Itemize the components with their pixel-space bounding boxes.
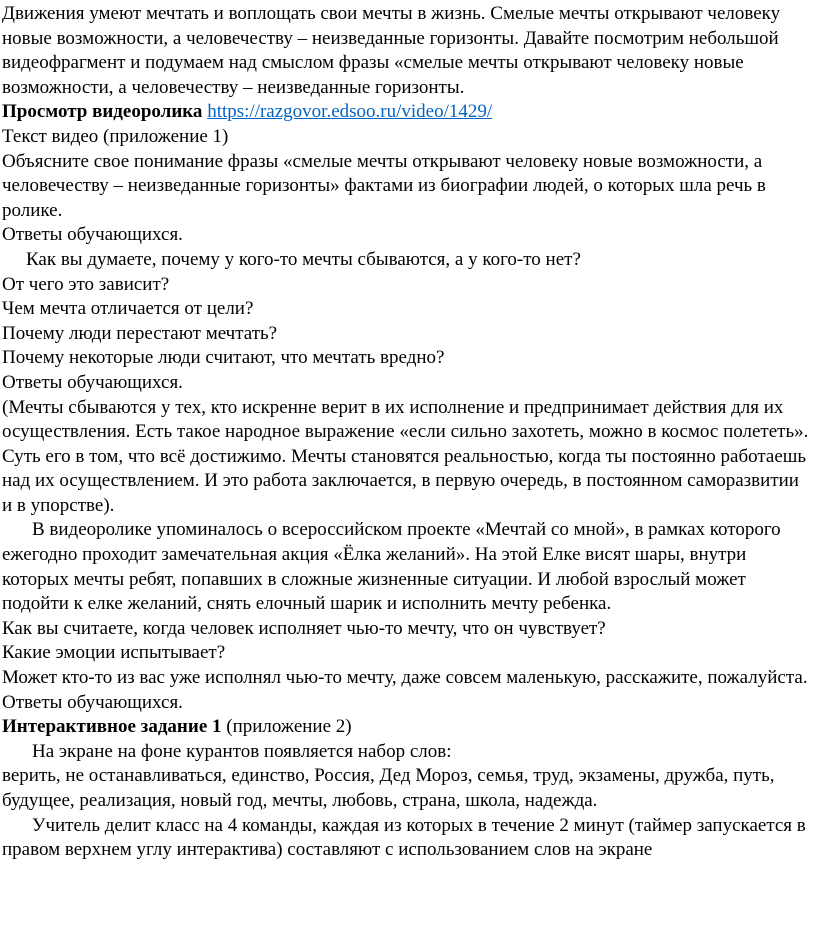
video-link[interactable]: https://razgovor.edsoo.ru/video/1429/ — [207, 101, 493, 123]
paragraph-answers-3: Ответы обучающихся. — [2, 691, 183, 713]
document-body — [2, 2, 810, 863]
interactive-task-label: Интерактивное задание 1 — [2, 716, 222, 738]
paragraph-words-appear: На экране на фоне курантов появляется набор слов: — [32, 740, 452, 762]
paragraph-video-view — [2, 100, 810, 125]
paragraph-project-dream-with-me: В видеоролике упоминалось о всероссийском проекте «Мечтай со мной», в рамках которого ежегодно проходит замечательная акция «Ёлка желаний». На этой Елке висят шары, внутри которых мечты ребят, попавших в сложные жизненные ситуации. И любой взрослый может подойти к елке желаний, снять елочный шарик и исполнить мечту ребенка. — [2, 519, 781, 615]
paragraph-dreams-explanation: (Мечты сбываются у тех, кто искренне верит в их исполнение и предпринимает действия для их осуществления. Есть такое народное выражение «если сильно захотеть, можно в космос полететь». Суть его в том, что всё достижимо. Мечты становятся реальностью, когда ты постоянно работаешь над их осуществлением. И это работа заключается, в первую очередь, в постоянном саморазвитии и в упорстве). — [2, 396, 809, 516]
question-fulfilled-dream: Может кто-то из вас уже исполнял чью-то мечту, даже совсем маленькую, расскажите, пожалуйста. — [2, 667, 808, 689]
paragraph-teacher-divides: Учитель делит класс на 4 команды, каждая из которых в течение 2 минут (таймер запускается в правом верхнем углу интерактива) составляют с использованием слов на экране — [2, 814, 806, 861]
interactive-task-appendix: (приложение 2) — [221, 716, 352, 738]
paragraph-video-text: Текст видео (приложение 1) — [2, 125, 229, 147]
question-why-dreams-come-true: Как вы думаете, почему у кого-то мечты сбываются, а у кого-то нет? — [26, 248, 581, 270]
question-feelings: Как вы считаете, когда человек исполняет чью-то мечту, что он чувствует? — [2, 617, 606, 639]
question-emotions: Какие эмоции испытывает? — [2, 642, 226, 664]
question-dream-vs-goal: Чем мечта отличается от цели? — [2, 298, 254, 320]
question-stop-dreaming: Почему люди перестают мечтать? — [2, 322, 278, 344]
paragraph-intro: Движения умеют мечтать и воплощать свои мечты в жизнь. Смелые мечты открывают человеку новые возможности, а человечеству – неизведанные горизонты. Давайте посмотрим небольшой видеофрагмент и подумаем над смыслом фразы «смелые мечты открывают человеку новые возможности, а человечеству – неизведанные горизонты. — [2, 3, 781, 98]
paragraph-explain-task: Объясните свое понимание фразы «смелые мечты открывают человеку новые возможности, а человечеству – неизведанные горизонты» фактами из биографии людей, о которых шла речь в ролике. — [2, 150, 766, 221]
paragraph-answers-1: Ответы обучающихся. — [2, 224, 183, 246]
paragraph-interactive-task — [2, 715, 810, 740]
paragraph-answers-2: Ответы обучающихся. — [2, 371, 183, 393]
question-depends-on: От чего это зависит? — [2, 273, 170, 295]
paragraph-word-list: верить, не останавливаться, единство, Россия, Дед Мороз, семья, труд, экзамены, дружба, путь, будущее, реализация, новый год, мечты, любовь, страна, школа, надежда. — [2, 765, 775, 811]
video-view-label: Просмотр видеоролика — [2, 101, 203, 123]
question-dreaming-harmful: Почему некоторые люди считают, что мечтать вредно? — [2, 347, 445, 369]
